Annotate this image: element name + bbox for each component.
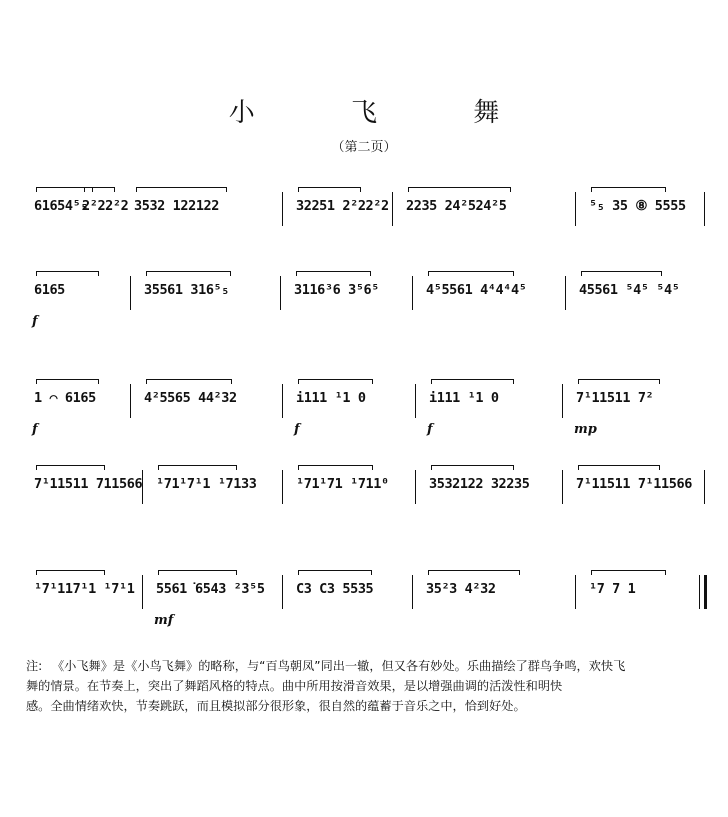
- beam-mark: [36, 570, 105, 575]
- beam-mark: [431, 465, 514, 470]
- measure-notes: 4²5565 44²32: [144, 390, 237, 406]
- beam-mark: [296, 271, 371, 276]
- measure-notes: 7¹11511 7²: [576, 390, 654, 406]
- score-measure: [26, 456, 148, 526]
- footnote-label: 注:: [26, 659, 43, 673]
- beam-mark: [591, 187, 666, 192]
- piece-title: 小 飞 舞: [228, 98, 544, 128]
- score-measure: [148, 456, 288, 526]
- footnote-line: 《小飞舞》是《小鸟飞舞》的略称，与“百鸟朝凤”同出一辙，但又各有妙处。乐曲描绘了群鸟争鸣，欢快飞: [52, 659, 626, 673]
- measure-notes: 35²3 4²32: [426, 581, 496, 597]
- barline: [575, 192, 576, 226]
- beam-mark: [578, 379, 660, 384]
- measure-notes: 7¹11511 7¹11566: [576, 476, 692, 492]
- score-measure: [288, 456, 421, 526]
- beam-mark: [158, 465, 237, 470]
- dynamic-marking: mp: [574, 422, 597, 437]
- barline: [282, 192, 283, 226]
- beam-mark: [146, 379, 232, 384]
- score-measure: [398, 178, 581, 248]
- beam-mark: [581, 271, 662, 276]
- barline: [562, 470, 563, 504]
- score-measure: [136, 370, 288, 440]
- score-measure: [581, 561, 714, 631]
- score-row: [26, 262, 714, 332]
- measure-notes: 45561 ⁵4⁵ ⁵4⁵: [579, 282, 680, 298]
- barline: [142, 575, 143, 609]
- score-measure: [148, 561, 288, 631]
- measure-notes: 32251 2²22²2: [296, 198, 389, 214]
- score-measure: [418, 262, 571, 332]
- footnote-line: 舞的情景。在节奏上，突出了舞蹈风格的特点。曲中所用按滑音效果，是以增强曲调的活泼性和明快: [26, 679, 563, 693]
- measure-notes: 35561 316⁵₅: [144, 282, 230, 298]
- barline: [130, 384, 131, 418]
- beam-mark: [84, 187, 115, 192]
- measure-notes: 2235 24²524²5: [406, 198, 507, 214]
- dynamic-marking: f: [427, 422, 433, 437]
- score-measure: [421, 370, 568, 440]
- beam-mark: [428, 570, 520, 575]
- beam-mark: [298, 379, 373, 384]
- footnote-body: [26, 656, 716, 716]
- measure-notes: ¹7 7 1: [589, 581, 636, 597]
- barline: [130, 276, 131, 310]
- score-measure: [26, 262, 136, 332]
- barline: [562, 384, 563, 418]
- barline: [412, 575, 413, 609]
- measure-notes: 1 ⌒ 6165: [34, 390, 96, 406]
- barline: [282, 384, 283, 418]
- score-measure: [568, 456, 714, 526]
- score-measure: [568, 370, 714, 440]
- score-measure: [288, 370, 421, 440]
- score-row: [26, 456, 714, 526]
- measure-notes: 61654⁵₅: [34, 198, 89, 214]
- measure-notes: 4⁵5561 4⁴4⁴4⁵: [426, 282, 527, 298]
- beam-mark: [428, 271, 514, 276]
- barline: [412, 276, 413, 310]
- beam-mark: [36, 465, 105, 470]
- beam-mark: [146, 271, 231, 276]
- beam-mark: [158, 570, 237, 575]
- score-measure: [136, 262, 286, 332]
- measure-notes: ¹7¹117¹1 ¹7¹1: [34, 581, 135, 597]
- beam-mark: [298, 465, 373, 470]
- score-measure: [26, 561, 148, 631]
- score-measure: [126, 178, 288, 248]
- measure-notes: i111 ¹1 0: [296, 390, 366, 406]
- score-measure: [286, 262, 418, 332]
- footnote-line: 感。全曲情绪欢快，节奏跳跃，而且模拟部分很形象，很自然的蕴蓄于音乐之中，恰到好处。: [26, 699, 526, 713]
- barline: [575, 575, 576, 609]
- beam-mark: [36, 271, 99, 276]
- beam-mark: [578, 465, 660, 470]
- score-row: [26, 178, 714, 248]
- measure-notes: ¹71¹71 ¹711⁰: [296, 476, 389, 492]
- barline: [280, 276, 281, 310]
- measure-notes: C3 C3 5535: [296, 581, 374, 597]
- barline: [565, 276, 566, 310]
- barline: [704, 470, 705, 504]
- dynamic-marking: f: [32, 314, 38, 329]
- score-row: [26, 370, 714, 440]
- dynamic-marking: mf: [154, 613, 174, 628]
- footnote: [26, 656, 716, 716]
- score-measure: [288, 561, 418, 631]
- measure-notes: 2²22²2: [82, 198, 129, 214]
- barline: [142, 470, 143, 504]
- score-measure: [571, 262, 714, 332]
- measure-notes: i111 ¹1 0: [429, 390, 499, 406]
- beam-mark: [591, 570, 666, 575]
- beam-mark: [36, 379, 99, 384]
- score-measure: [74, 178, 129, 248]
- measure-notes: 3532 122122: [134, 198, 220, 214]
- measure-notes: 3116³6 3⁵6⁵: [294, 282, 380, 298]
- barline: [704, 192, 705, 226]
- score-measure: [26, 370, 136, 440]
- measure-notes: 7¹11511 711566: [34, 476, 143, 492]
- beam-mark: [298, 570, 372, 575]
- page-subtitle: （第二页）: [331, 140, 397, 155]
- beam-mark: [408, 187, 511, 192]
- score-measure: [418, 561, 581, 631]
- score-measure: [421, 456, 568, 526]
- dynamic-marking: f: [32, 422, 38, 437]
- barline: [282, 470, 283, 504]
- measure-notes: 5561͘6543 ²3⁵5: [156, 581, 265, 597]
- measure-notes: 6165: [34, 282, 65, 298]
- measure-notes: 3532122 32235: [429, 476, 530, 492]
- final-barline: [704, 575, 707, 609]
- barline: [392, 192, 393, 226]
- beam-mark: [298, 187, 361, 192]
- beam-mark: [136, 187, 227, 192]
- barline: [415, 470, 416, 504]
- score-measure: [288, 178, 398, 248]
- measure-notes: ¹71¹7¹1 ¹7133: [156, 476, 257, 492]
- measure-notes: ⁵₅ 35 ⑧ 5555: [589, 198, 686, 214]
- score-measure: [581, 178, 714, 248]
- barline: [282, 575, 283, 609]
- barline: [415, 384, 416, 418]
- score-row: [26, 561, 714, 631]
- dynamic-marking: f: [294, 422, 300, 437]
- beam-mark: [431, 379, 514, 384]
